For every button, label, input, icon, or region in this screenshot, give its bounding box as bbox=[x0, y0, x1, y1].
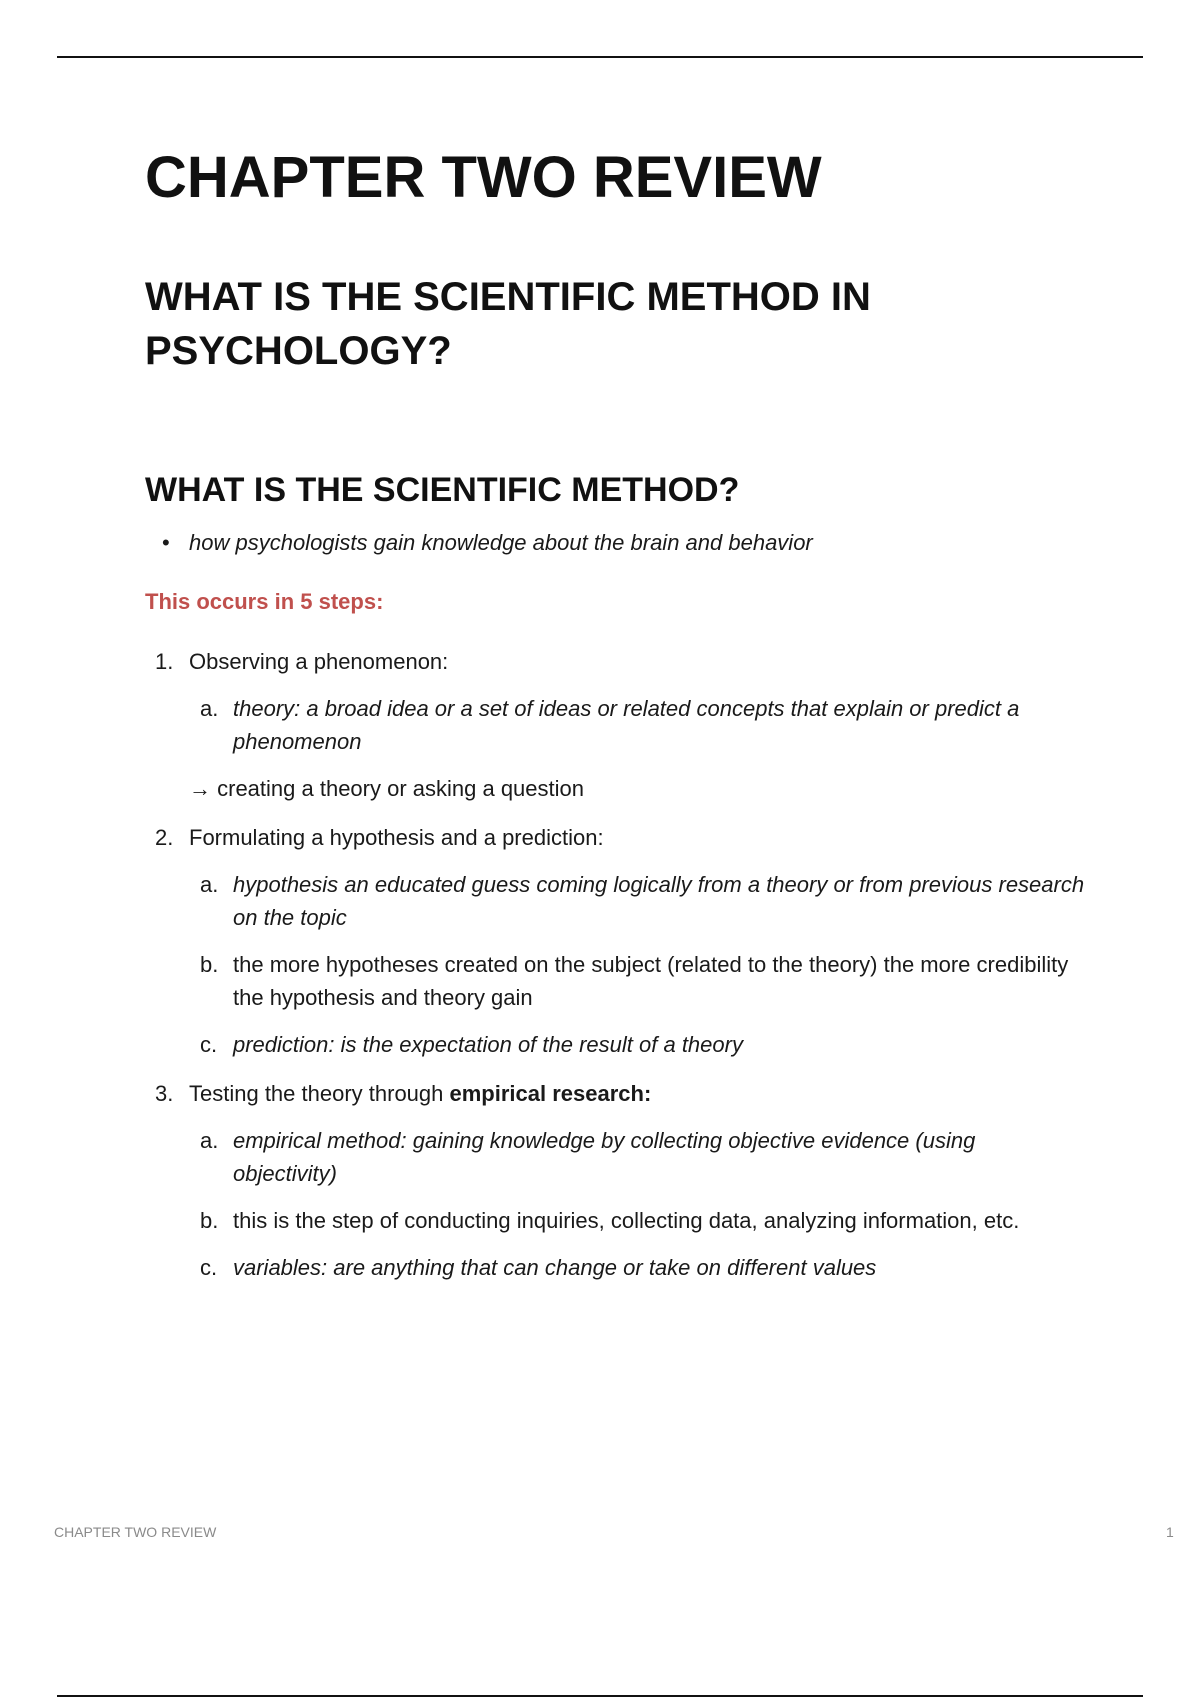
section-heading: WHAT IS THE SCIENTIFIC METHOD IN PSYCHOLOGY? bbox=[145, 274, 871, 373]
substep-letter: a. bbox=[200, 1127, 219, 1153]
steps-intro: This occurs in 5 steps: bbox=[145, 588, 384, 614]
substep-item bbox=[189, 1124, 1085, 1190]
step-text-bold: empirical research: bbox=[449, 1080, 652, 1106]
step-number: 2. bbox=[155, 824, 174, 850]
step-note: → creating a theory or asking a question bbox=[189, 775, 585, 801]
step-item bbox=[145, 645, 1085, 805]
footer-title: CHAPTER TWO REVIEW bbox=[54, 1524, 217, 1540]
substep-item bbox=[189, 692, 1085, 758]
substep-letter: b. bbox=[200, 1207, 219, 1233]
step-item bbox=[145, 1077, 1085, 1284]
substep-item bbox=[189, 1028, 1085, 1061]
substep-list bbox=[189, 868, 1085, 1061]
step-text: Formulating a hypothesis and a prediction: bbox=[189, 824, 604, 850]
substep-text: the more hypotheses created on the subject (related to the theory) the more credibility the hypothesis and theory gain bbox=[233, 951, 1069, 1010]
bottom-rule bbox=[57, 1695, 1143, 1697]
substep-letter: b. bbox=[200, 951, 219, 977]
substep-item bbox=[189, 868, 1085, 934]
substep-text: theory: a broad idea or a set of ideas or related concepts that explain or predict a phenomenon bbox=[233, 695, 1020, 754]
bullet-text: how psychologists gain knowledge about the brain and behavior bbox=[189, 529, 813, 555]
substep-list bbox=[189, 692, 1085, 758]
step-item bbox=[145, 821, 1085, 1061]
bullet-dot-icon: • bbox=[162, 529, 170, 555]
subsection-heading: WHAT IS THE SCIENTIFIC METHOD? bbox=[145, 470, 740, 509]
footer-page-number: 1 bbox=[1166, 1524, 1174, 1540]
step-text: Observing a phenomenon: bbox=[189, 648, 449, 674]
substep-text: hypothesis an educated guess coming logically from a theory or from previous research on the topic bbox=[233, 871, 1085, 930]
step-text: Testing the theory through bbox=[189, 1080, 450, 1106]
bullet-list bbox=[145, 526, 1085, 559]
bullet-item bbox=[162, 526, 1085, 559]
substep-item bbox=[189, 1251, 1085, 1284]
substep-letter: a. bbox=[200, 871, 219, 897]
substep-letter: c. bbox=[200, 1254, 218, 1280]
substep-list bbox=[189, 1124, 1085, 1284]
substep-text: variables: are anything that can change or take on different values bbox=[233, 1254, 877, 1280]
substep-text: this is the step of conducting inquiries, collecting data, analyzing information, etc. bbox=[233, 1207, 1020, 1233]
substep-text: empirical method: gaining knowledge by collecting objective evidence (using objectivity) bbox=[233, 1127, 976, 1186]
substep-item bbox=[189, 1204, 1085, 1237]
substep-item bbox=[189, 948, 1085, 1014]
substep-letter: c. bbox=[200, 1031, 218, 1057]
top-rule bbox=[57, 56, 1143, 58]
steps-list bbox=[145, 645, 1085, 1284]
substep-letter: a. bbox=[200, 695, 219, 721]
substep-text: prediction: is the expectation of the result of a theory bbox=[233, 1031, 743, 1057]
step-number: 3. bbox=[155, 1080, 174, 1106]
page-title: CHAPTER TWO REVIEW bbox=[145, 145, 822, 210]
page-content bbox=[145, 145, 1085, 1300]
step-number: 1. bbox=[155, 648, 174, 674]
